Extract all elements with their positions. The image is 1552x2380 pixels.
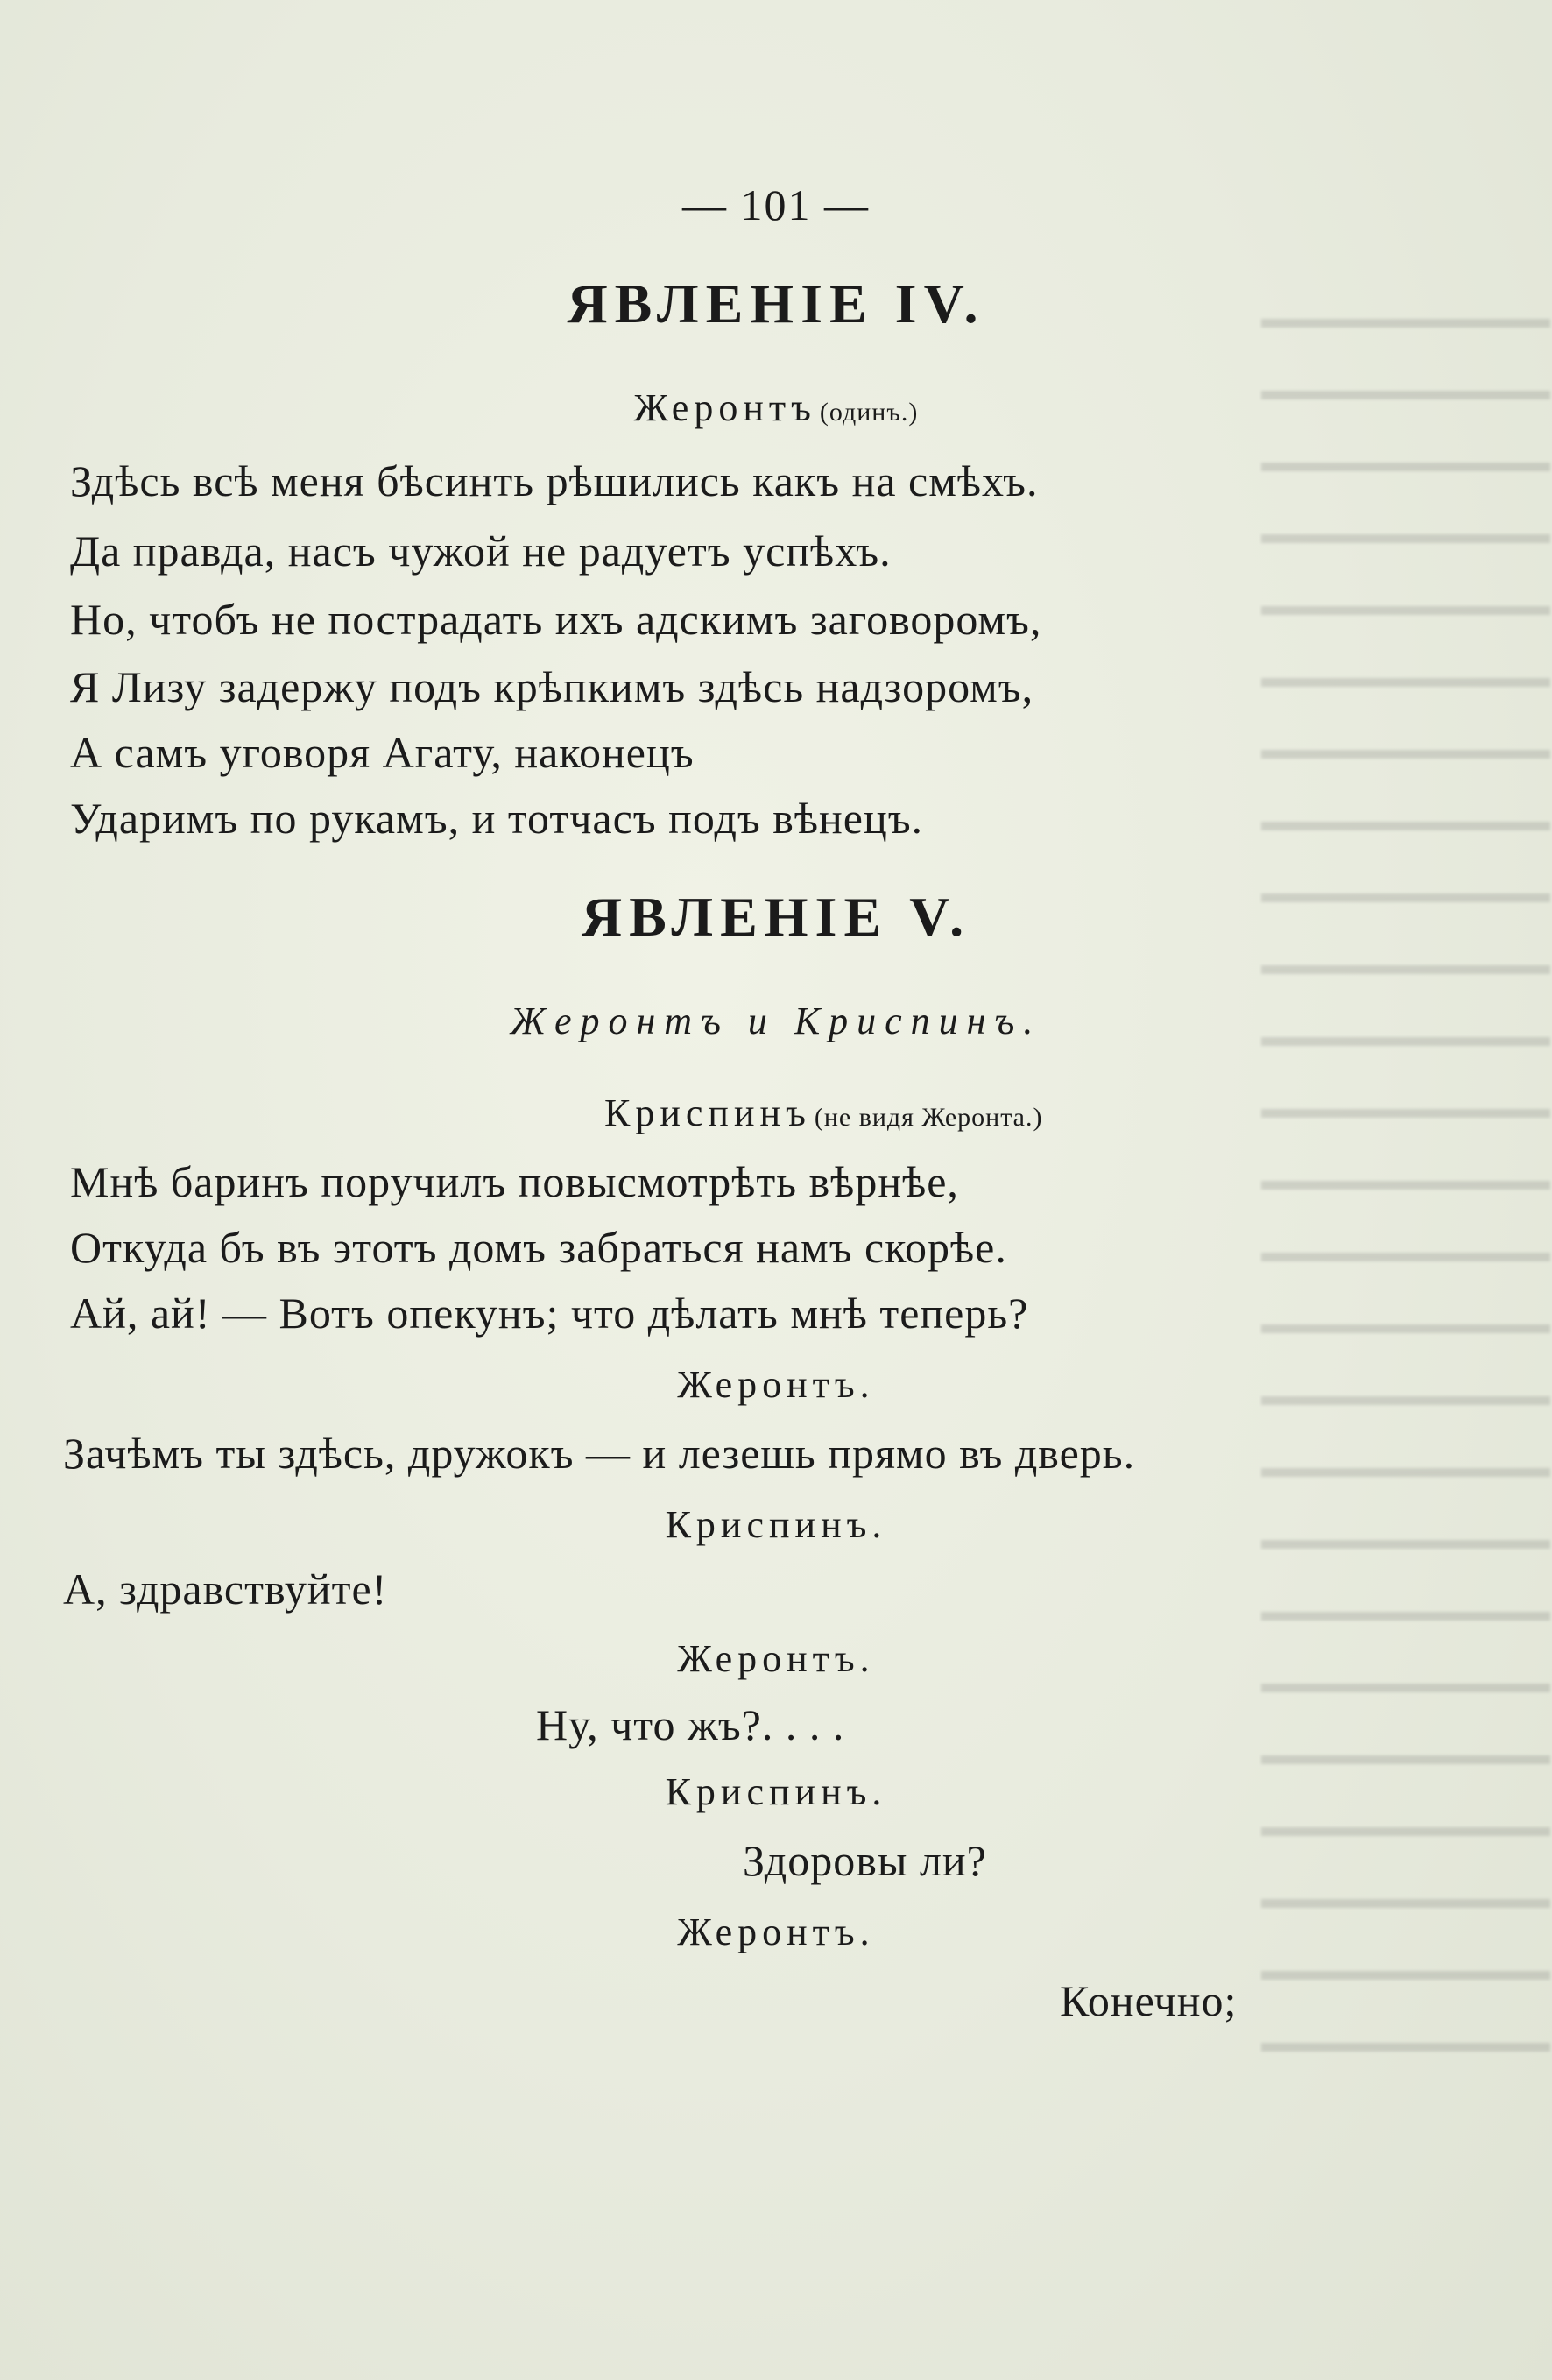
scene-5-title: ЯВЛЕНІЕ V. <box>581 886 971 948</box>
verse-line: Откуда бъ въ этотъ домъ забраться намъ скорѣе. <box>70 1223 1007 1272</box>
verse-line: Ну, что жъ?. . . . <box>536 1700 845 1749</box>
scene-5-characters: Жеронтъ и Криспинъ. <box>510 999 1042 1042</box>
speaker-name: Жеронтъ. <box>677 1910 875 1953</box>
verse-line: Я Лизу задержу подъ крѣпкимъ здѣсь надзоромъ, <box>70 662 1034 711</box>
verse-line: Здѣсь всѣ меня бѣсинть рѣшились какъ на смѣхъ. <box>70 456 1039 505</box>
speaker-name: Криспинъ <box>604 1091 811 1134</box>
page-number: — 101 — <box>682 180 870 230</box>
verse-line: Мнѣ баринъ поручилъ повысмотрѣть вѣрнѣе, <box>70 1157 959 1206</box>
verse-line: Но, чтобъ не пострадать ихъ адскимъ заговоромъ, <box>70 595 1042 644</box>
speaker-name: Криспинъ. <box>665 1503 887 1546</box>
scene-5-speaker-line <box>604 1091 1042 1135</box>
speaker-name: Жеронтъ. <box>677 1637 875 1680</box>
scene-4-speaker-line <box>0 385 1552 430</box>
verse-line: А самъ уговоря Агату, наконецъ <box>70 728 695 777</box>
speaker-name: Криспинъ. <box>665 1770 887 1813</box>
verse-line: Здоровы ли? <box>743 1836 987 1885</box>
bleed-through-text <box>1261 263 1550 2102</box>
stage-direction: (одинъ.) <box>819 398 919 427</box>
verse-line: Ай, ай! — Вотъ опекунъ; что дѣлать мнѣ теперь? <box>70 1289 1029 1338</box>
speaker-name: Жеронтъ. <box>677 1363 875 1406</box>
scene-4-title: ЯВЛЕНІЕ IV. <box>567 272 985 335</box>
stage-direction: (не видя Жеронта.) <box>814 1103 1043 1132</box>
verse-line: Ударимъ по рукамъ, и тотчасъ подъ вѣнецъ. <box>70 794 924 843</box>
verse-line: Зачѣмъ ты здѣсь, дружокъ — и лезешь прямо въ дверь. <box>63 1429 1136 1478</box>
verse-line: Конечно; <box>1060 1976 1238 2025</box>
speaker-name: Жеронтъ <box>633 386 816 429</box>
verse-line: А, здравствуйте! <box>63 1564 388 1614</box>
verse-line: Да правда, насъ чужой не радуетъ успѣхъ. <box>70 526 892 576</box>
